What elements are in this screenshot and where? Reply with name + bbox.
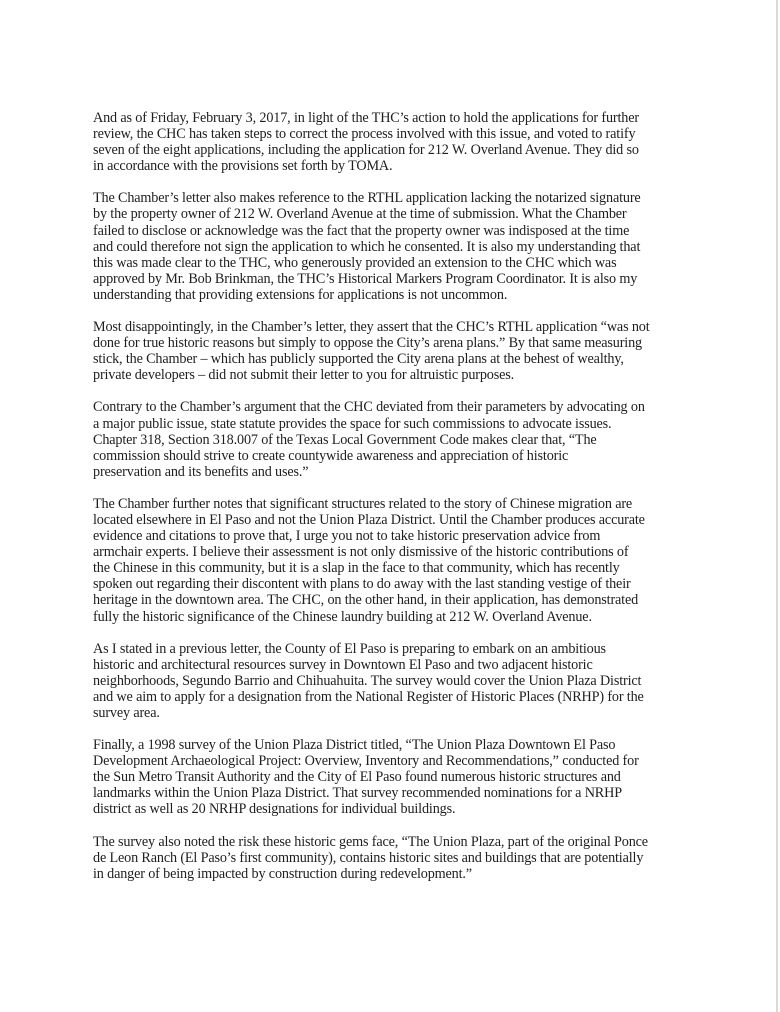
text-line: preservation and its benefits and uses.”	[93, 463, 309, 480]
text-line: Chapter 318, Section 318.007 of the Texas Local Government Code makes clear that, “The	[93, 431, 597, 448]
text-line: survey area.	[93, 705, 160, 721]
paragraph-chinese-migration	[93, 496, 699, 625]
text-line: located elsewhere in El Paso and not the Union Plaza District. Until the Chamber produces accurate	[93, 511, 645, 528]
text-line: a major public issue, state statute provides the space for such commissions to advocate issues.	[93, 415, 612, 432]
text-line: and we aim to apply for a designation from the National Register of Historic Places (NRHP) for the	[93, 688, 644, 705]
text-line: the Chinese in this community, but it is a slap in the face to that community, which has recently	[93, 560, 620, 577]
text-line: The Chamber further notes that significant structures related to the story of Chinese migration are	[93, 495, 633, 512]
text-line: by the property owner of 212 W. Overland Avenue at the time of submission. What the Chamber	[93, 206, 627, 223]
text-line: done for true historic reasons but simply to oppose the City’s arena plans.” By that same measuring	[93, 335, 642, 352]
text-line: the Sun Metro Transit Authority and the City of El Paso found numerous historic structures and	[93, 769, 621, 786]
text-line: review, the CHC has taken steps to correct the process involved with this issue, and voted to ratify	[93, 126, 636, 143]
text-line: district as well as 20 NRHP designations for individual buildings.	[93, 801, 456, 818]
text-line: Most disappointingly, in the Chamber’s letter, they assert that the CHC’s RTHL application “was not	[93, 319, 650, 336]
text-line: stick, the Chamber – which has publicly supported the City arena plans at the behest of wealthy,	[93, 351, 624, 368]
paragraph-county-survey	[93, 641, 699, 721]
text-line: As I stated in a previous letter, the County of El Paso is preparing to embark on an ambitious	[93, 640, 606, 657]
text-line: de Leon Ranch (El Paso’s first community), contains historic sites and buildings that are potentially	[93, 849, 644, 866]
text-line: spoken out regarding their discontent with plans to do away with the last standing vestige of their	[93, 576, 631, 593]
paragraph-chc-ratification	[93, 110, 699, 174]
letter-body	[93, 110, 699, 898]
paragraph-notarized-signature	[93, 190, 699, 303]
text-line: And as of Friday, February 3, 2017, in light of the THC’s action to hold the applications for further	[93, 110, 639, 126]
paragraph-survey-risk	[93, 834, 699, 882]
text-line: in accordance with the provisions set forth by TOMA.	[93, 158, 393, 175]
text-line: neighborhoods, Segundo Barrio and Chihuahuita. The survey would cover the Union Plaza District	[93, 672, 642, 689]
paragraph-1998-survey	[93, 737, 699, 817]
text-line: in danger of being impacted by construction during redevelopment.”	[93, 865, 472, 882]
text-line: evidence and citations to prove that, I urge you not to take historic preservation advice from	[93, 528, 601, 545]
scan-edge-line	[776, 0, 778, 1012]
paragraph-arena-plans	[93, 319, 699, 383]
text-line: failed to disclose or acknowledge was the fact that the property owner was indisposed at the time	[93, 222, 630, 239]
text-line: The survey also noted the risk these historic gems face, “The Union Plaza, part of the original Ponce	[93, 833, 648, 850]
text-line: armchair experts. I believe their assessment is not only dismissive of the historic contributions of	[93, 544, 629, 561]
text-line: seven of the eight applications, including the application for 212 W. Overland Avenue. They did so	[93, 142, 639, 159]
text-line: this was made clear to the THC, who generously provided an extension to the CHC which was	[93, 254, 617, 271]
text-line: understanding that providing extensions for applications is not uncommon.	[93, 286, 508, 303]
paragraph-state-statute	[93, 399, 699, 479]
text-line: The Chamber’s letter also makes reference to the RTHL application lacking the notarized signature	[93, 190, 641, 207]
text-line: Contrary to the Chamber’s argument that the CHC deviated from their parameters by advocating on	[93, 399, 645, 416]
text-line: landmarks within the Union Plaza District. That survey recommended nominations for a NRHP	[93, 785, 622, 802]
text-line: and could therefore not sign the application to which he consented. It is also my understanding that	[93, 238, 641, 255]
text-line: commission should strive to create countywide awareness and appreciation of historic	[93, 447, 569, 464]
text-line: Development Archaeological Project: Overview, Inventory and Recommendations,” conducted for	[93, 753, 639, 770]
text-line: Finally, a 1998 survey of the Union Plaza District titled, “The Union Plaza Downtown El Paso	[93, 737, 616, 754]
text-line: private developers – did not submit their letter to you for altruistic purposes.	[93, 367, 515, 384]
text-line: approved by Mr. Bob Brinkman, the THC’s Historical Markers Program Coordinator. It is also my	[93, 270, 638, 287]
text-line: historic and architectural resources survey in Downtown El Paso and two adjacent historic	[93, 656, 593, 673]
text-line: fully the historic significance of the Chinese laundry building at 212 W. Overland Avenue.	[93, 608, 592, 625]
text-line: heritage in the downtown area. The CHC, on the other hand, in their application, has demonstrated	[93, 592, 639, 609]
